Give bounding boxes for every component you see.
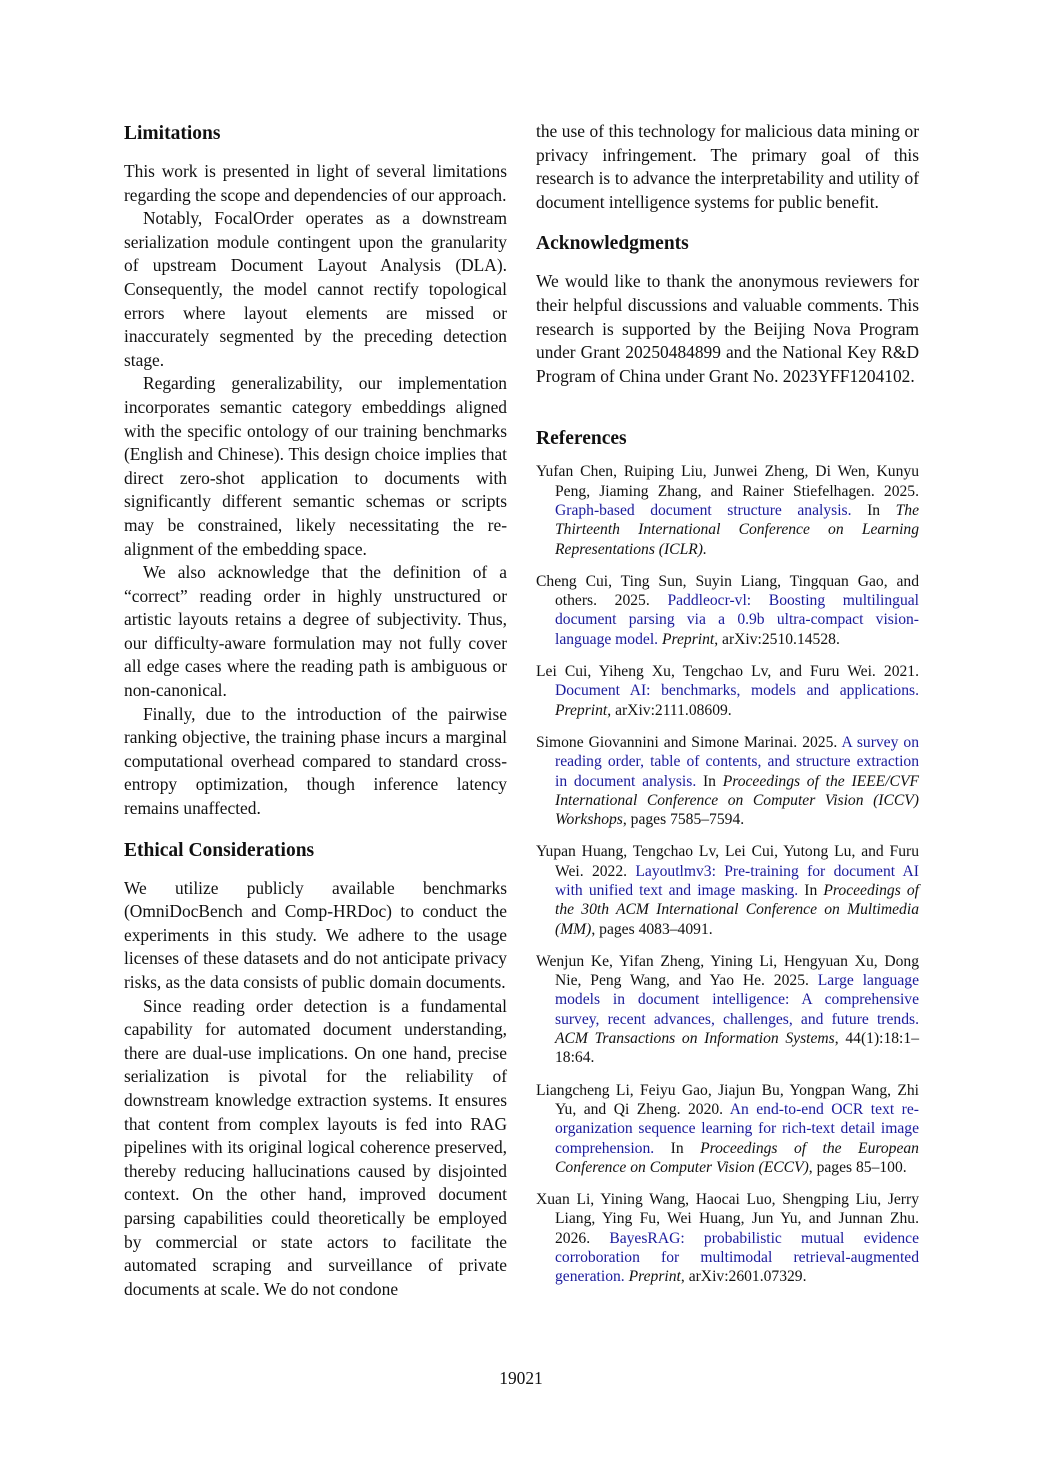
reference-venue-prefix: In (804, 881, 818, 899)
limitations-paragraph: Notably, FocalOrder operates as a downstream serialization module contingent upon the granularity of upstream Document Layout Analysis (DLA). Consequently, the model cannot rectify topological errors where layout elements are missed or inaccurately segmented by the preceding detection stage. (124, 208, 507, 370)
reference-venue: The Thirteenth International Conference on Learning Representations (ICLR). (555, 501, 920, 558)
reference-item (536, 662, 919, 720)
reference-item (536, 572, 919, 649)
reference-authors: Lei Cui, Yiheng Xu, Tengchao Lv, and Furu Wei. 2021. (536, 663, 919, 681)
reference-title-link[interactable]: Paddleocr-vl: Boosting multilingual document parsing via a 0.9b ultra-compact vision-language model. (555, 592, 920, 648)
reference-authors: Liangcheng Li, Feiyu Gao, Jiajun Bu, Yongpan Wang, Zhi Yu, and Qi Zheng. 2020. (536, 1081, 919, 1118)
reference-authors: Cheng Cui, Ting Sun, Suyin Liang, Tingquan Gao, and others. 2025. (536, 572, 919, 610)
references-heading: References (536, 428, 627, 450)
ethics-heading: Ethical Considerations (124, 839, 315, 861)
acknowledgments-text: We would like to thank the anonymous reviewers for their helpful discussions and valuable comments. This research is supported by the Beijing Nova Program under Grant 20250484899 and the National Key R&D Program of China under Grant No. 2023YFF1204102. (536, 271, 919, 386)
reference-details: , arXiv:2111.08609. (607, 701, 732, 719)
right-column (536, 120, 919, 1300)
limitations-paragraph: Finally, due to the introduction of the pairwise ranking objective, the training phase incurs a marginal computational overhead compared to standard cross-entropy optimization, though inference latency remains unaffected. (124, 703, 507, 819)
ethics-paragraph: We utilize publicly available benchmarks (OmniDocBench and Comp-HRDoc) to conduct the experiments in this study. We adhere to the usage licenses of these datasets and do not anticipate privacy risks, as the data consists of public domain documents. (124, 877, 507, 992)
reference-list (536, 462, 919, 1286)
limitations-paragraph: We also acknowledge that the definition of a “correct” reading order in highly unstructured or artistic layouts retains a degree of subjectivity. Thus, our difficulty-aware formulation may not fully cover all edge cases where the reading path is ambiguous or non-canonical. (124, 562, 507, 701)
reference-venue: Proceedings of the European Conference on Computer Vision (ECCV) (555, 1139, 919, 1176)
reference-item (536, 1190, 919, 1286)
reference-title-link[interactable]: A survey on reading order, table of contents, and structure extraction in document analysis. (555, 733, 919, 790)
reference-details: , pages 7585–7594. (622, 811, 745, 829)
reference-authors: Simone Giovannini and Simone Marinai. 2025. (536, 733, 838, 751)
reference-title-link[interactable]: Large language models in document intelligence: A comprehensive survey, recent advances, challenges, and future trends. (555, 972, 919, 1028)
reference-venue-prefix: In (867, 501, 881, 519)
reference-authors: Yufan Chen, Ruiping Liu, Junwei Zheng, Di Wen, Kunyu Peng, Jiaming Zhang, and Rainer Stiefelhagen. 2025. (536, 463, 919, 500)
reference-details: , pages 85–100. (808, 1158, 907, 1176)
reference-venue-prefix: In (670, 1139, 684, 1157)
limitations-paragraph: Regarding generalizability, our implementation incorporates semantic category embeddings aligned with the specific ontology of our training benchmarks (English and Chinese). This design choice implies that direct zero-shot application to documents with significantly different semantic schemas or scripts may be constrained, likely necessitating the re-alignment of the embedding space. (124, 373, 507, 559)
reference-venue-prefix: In (702, 772, 716, 790)
reference-title-link[interactable]: Document AI: benchmarks, models and applications. (555, 682, 919, 700)
reference-item (536, 1081, 919, 1177)
reference-authors: Xuan Li, Yining Wang, Haocai Luo, Shengping Liu, Jerry Liang, Ying Fu, Wei Huang, Jun Yu, and Junnan Zhu. 2026. (536, 1191, 919, 1247)
reference-item (536, 842, 919, 938)
reference-title-link[interactable]: BayesRAG: probabilistic mutual evidence corroboration for multimodal retrieval-augmented generation. (555, 1229, 919, 1286)
reference-title-link[interactable]: Layoutlmv3: Pre-training for document AI with unified text and image masking. (555, 862, 919, 899)
reference-item (536, 462, 919, 558)
reference-details: , 44(1):18:1–18:64. (555, 1030, 919, 1067)
reference-item (536, 952, 919, 1068)
reference-venue: Preprint (628, 1268, 681, 1286)
reference-title-link[interactable]: Graph-based document structure analysis. (555, 501, 852, 519)
reference-authors: Yupan Huang, Tengchao Lv, Lei Cui, Yutong Lu, and Furu Wei. 2022. (536, 843, 919, 880)
left-column (124, 120, 507, 1301)
reference-authors: Wenjun Ke, Yifan Zheng, Yining Li, Hengyuan Xu, Dong Nie, Peng Wang, and Yao He. 2025. (536, 952, 919, 990)
limitations-paragraph: This work is presented in light of several limitations regarding the scope and dependencies of our approach. (124, 161, 507, 205)
reference-details: , arXiv:2510.14528. (714, 630, 840, 648)
reference-title-link[interactable]: An end-to-end OCR text re-organization sequence learning for rich-text detail image comprehension. (555, 1100, 919, 1157)
reference-venue: Proceedings of the 30th ACM International Conference on Multimedia (MM) (555, 881, 919, 938)
reference-venue: ACM Transactions on Information Systems (555, 1030, 835, 1048)
reference-details: , pages 4083–4091. (591, 920, 713, 938)
reference-venue: Proceedings of the IEEE/CVF International Conference on Computer Vision (ICCV) Workshops (555, 772, 919, 829)
acknowledgments-heading: Acknowledgments (536, 233, 689, 255)
page-number: 19021 (499, 1368, 543, 1388)
ethics-paragraph: Since reading order detection is a fundamental capability for automated document understanding, there are dual-use implications. On one hand, precise serialization is pivotal for the reliability of downstream knowledge extraction systems. It ensures that content from complex layouts is fed into RAG pipelines with its original logical coherence preserved, thereby reducing hallucinations caused by disjointed context. On the other hand, improved document parsing capabilities could theoretically be employed by commercial or state actors to facilitate the automated scraping and surveillance of private documents at scale. We do not condone (124, 995, 507, 1299)
reference-venue: Preprint (661, 630, 715, 648)
limitations-heading: Limitations (124, 123, 221, 144)
reference-item (536, 733, 919, 829)
reference-details: , arXiv:2601.07329. (680, 1268, 807, 1286)
reference-venue: Preprint (555, 701, 608, 719)
ethics-continuation: the use of this technology for malicious data mining or privacy infringement. The primary goal of this research is to advance the interpretability and utility of document intelligence systems for public benefit. (536, 121, 919, 212)
